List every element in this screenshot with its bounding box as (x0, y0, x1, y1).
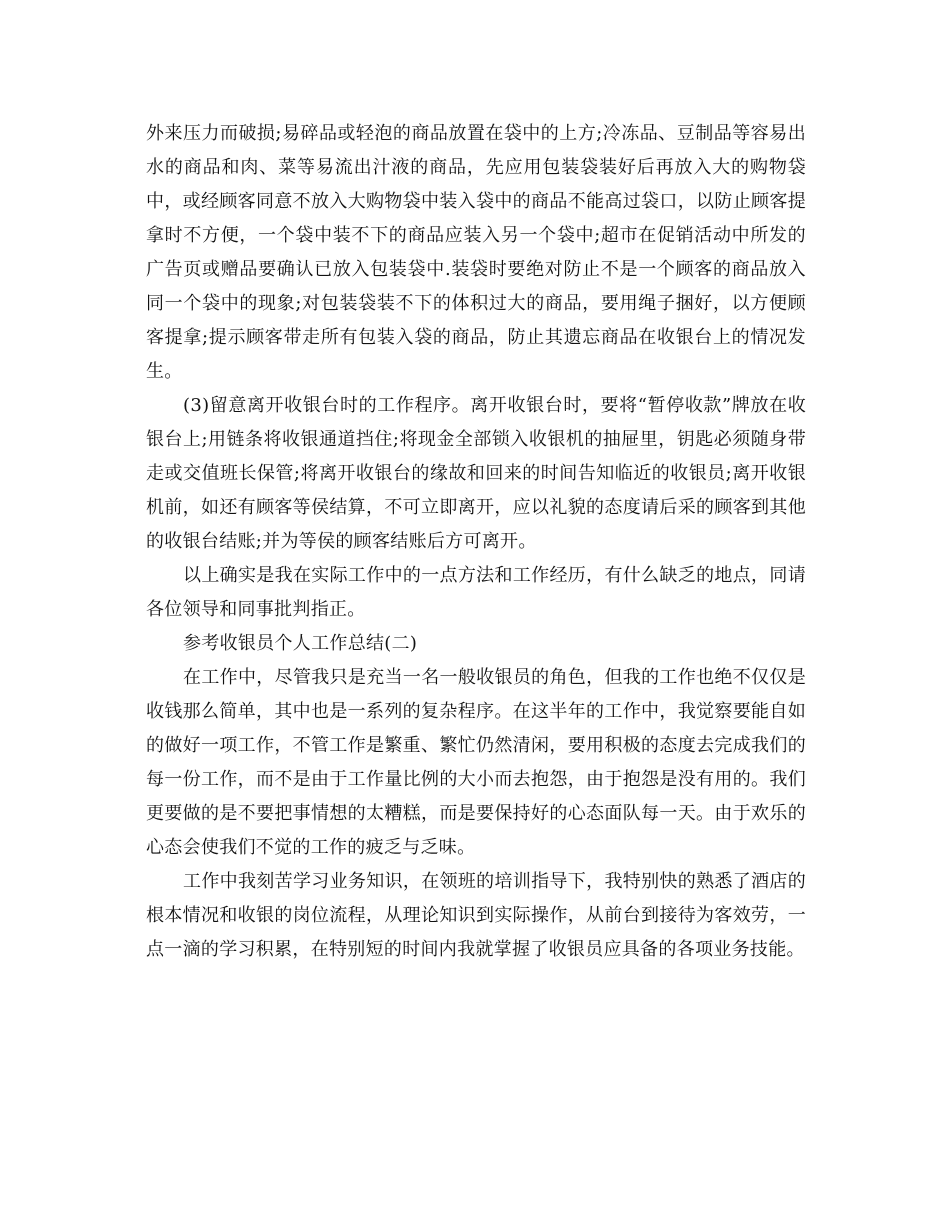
document-page (146, 117, 806, 967)
paragraph-2: (3)留意离开收银台时的工作程序。离开收银台时，要将“暂停收款”牌放在收银台上;用链条将收银通道挡住;将现金全部锁入收银机的抽屉里，钥匙必须随身带走或交值班长保管;将离开收银台的缘故和回来的时间告知临近的收银员;离开收银机前，如还有顾客等侯结算，不可立即离开，应以礼貌的态度请后采的顾客到其他的收银台结账;并为等侯的顾客结账后方可离开。 (146, 395, 806, 552)
paragraph-3: 以上确实是我在实际工作中的一点方法和工作经历，有什么缺乏的地点，同请各位领导和同事批判指正。 (146, 565, 806, 620)
paragraph-4: 在工作中，尽管我只是充当一名一般收银员的角色，但我的工作也绝不仅仅是收钱那么简单，其中也是一系列的复杂程序。在这半年的工作中，我觉察要能自如的做好一项工作，不管工作是繁重、繁忙仍然清闲，要用积极的态度去完成我们的每一份工作，而不是由于工作量比例的大小而去抱怨，由于抱怨是没有用的。我们更要做的是不要把事情想的太糟糕，而是要保持好的心态面队每一天。由于欢乐的心态会使我们不觉的工作的疲乏与乏味。 (146, 667, 806, 858)
paragraph-1: 外来压力而破损;易碎品或轻泡的商品放置在袋中的上方;冷冻品、豆制品等容易出水的商品和肉、菜等易流出汁液的商品，先应用包装袋装好后再放入大的购物袋中，或经顾客同意不放入大购物袋中装入袋中的商品不能高过袋口，以防止顾客提拿时不方便，一个袋中装不下的商品应装入另一个袋中;超市在促销活动中所发的广告页或赠品要确认已放入包装袋中.装袋时要绝对防止不是一个顾客的商品放入同一个袋中的现象;对包装袋装不下的体积过大的商品，要用绳子捆好，以方便顾客提拿;提示顾客带走所有包装入袋的商品，防止其遗忘商品在收银台上的情况发生。 (146, 123, 806, 382)
paragraph-5: 工作中我刻苦学习业务知识，在领班的培训指导下，我特别快的熟悉了酒店的根本情况和收银的岗位流程，从理论知识到实际操作，从前台到接待为客效劳，一点一滴的学习积累，在特别短的时间内我就掌握了收银员应具备的各项业务技能。 (146, 871, 806, 960)
section-heading: 参考收银员个人工作总结(二) (183, 633, 418, 654)
